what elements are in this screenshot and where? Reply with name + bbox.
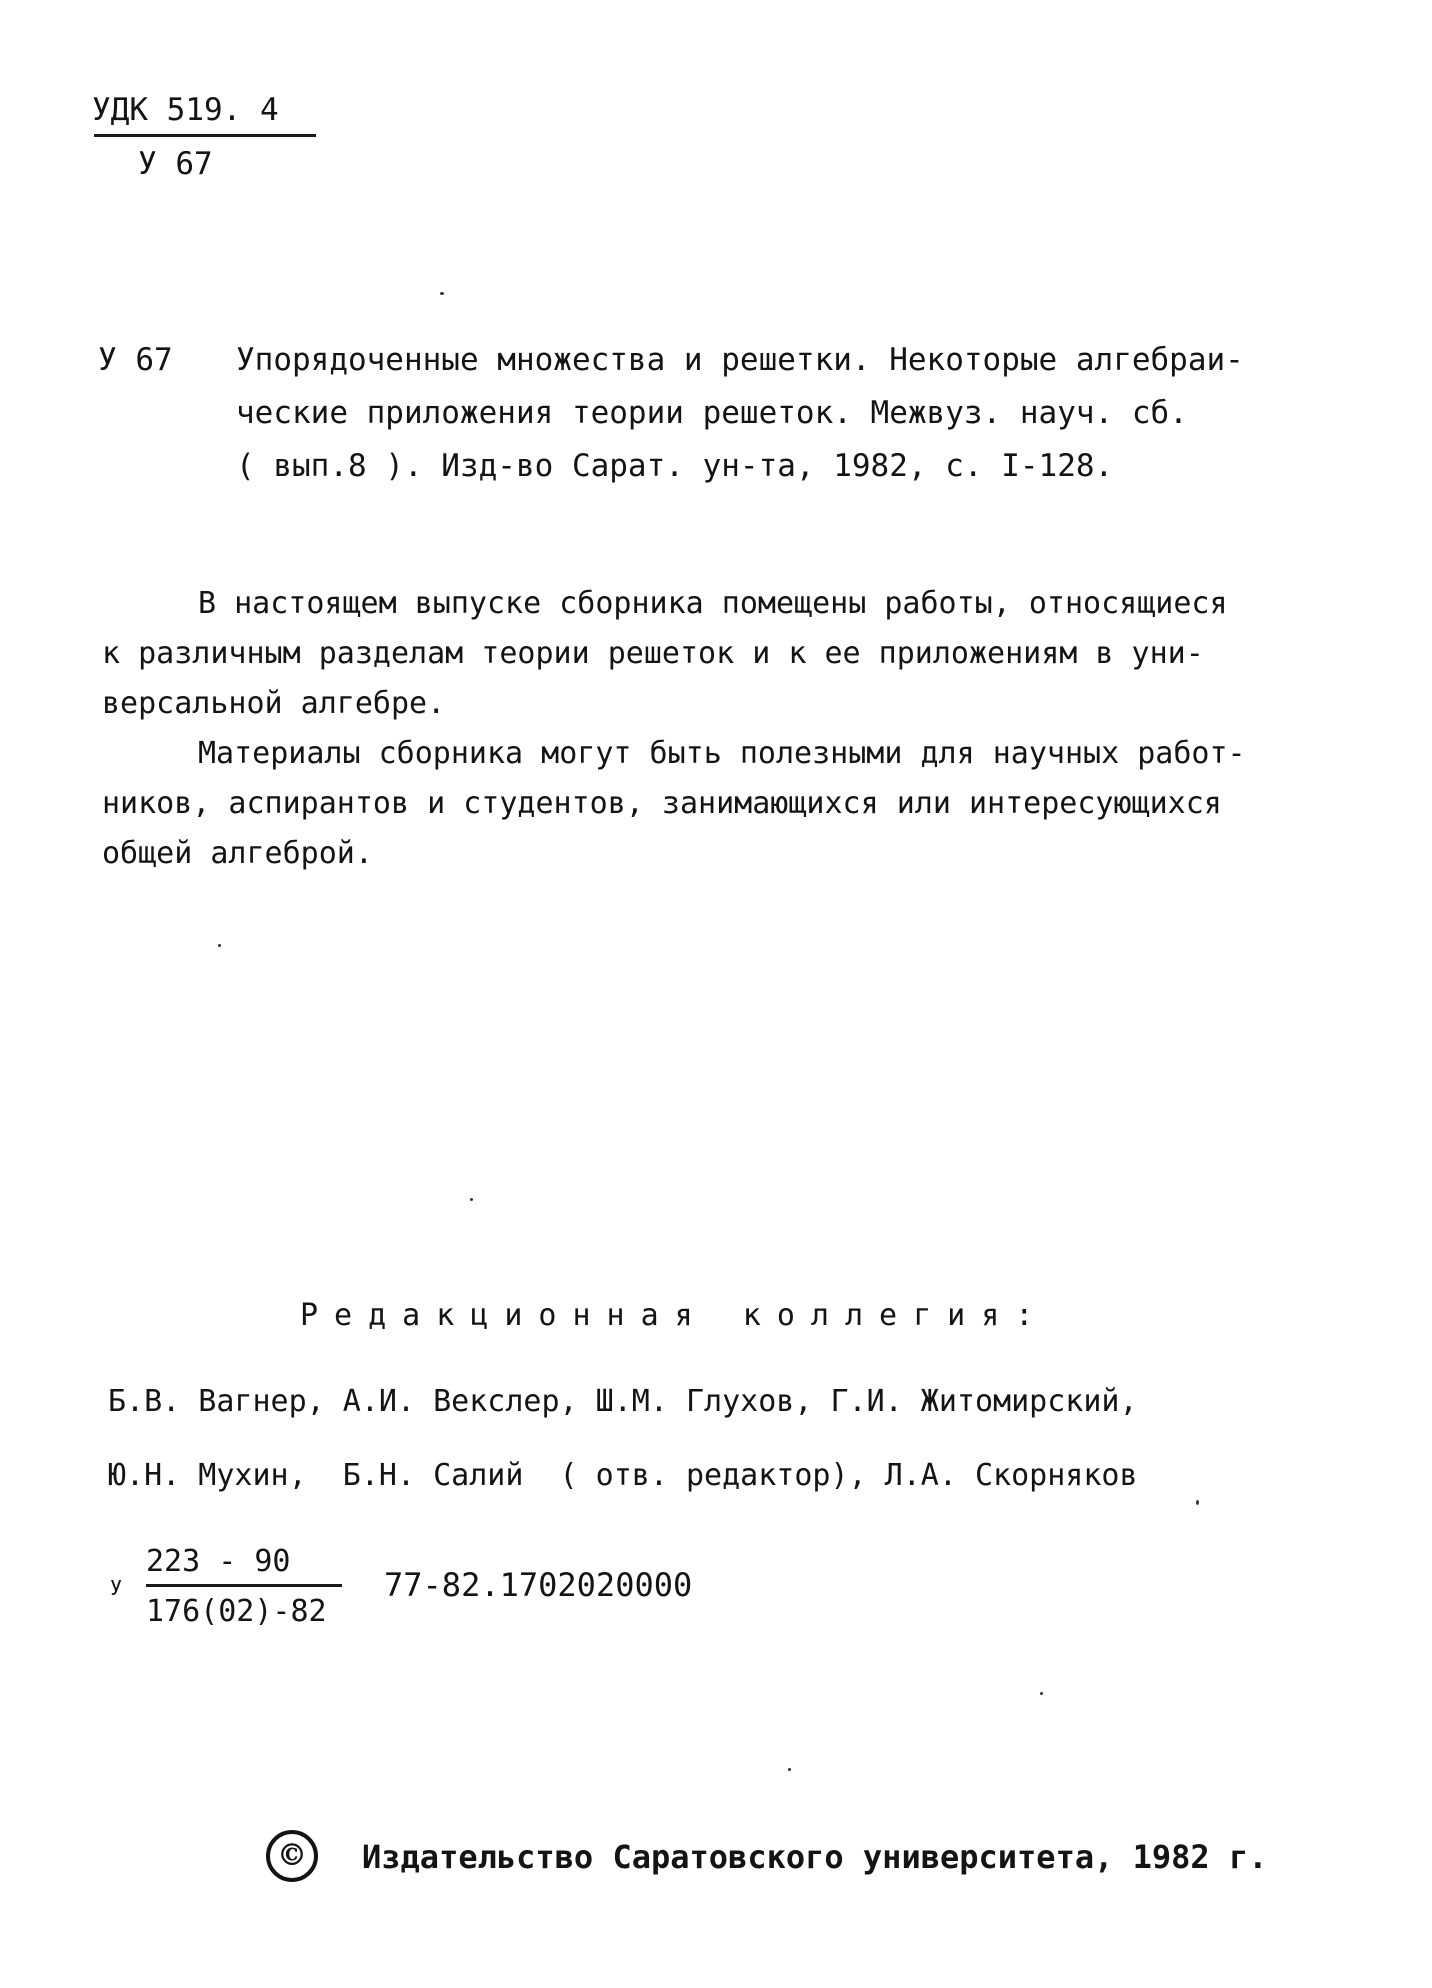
scan-speck (1040, 1692, 1043, 1695)
bibliography-line: ческие приложения теории решеток. Межвуз. науч. сб. (236, 395, 1188, 431)
udc-divider (94, 134, 316, 137)
scan-speck (788, 1768, 791, 1771)
abstract-line: В настоящем выпуске сборника помещены работы, относящиеся (198, 586, 1228, 621)
abstract-line: Материалы сборника могут быть полезными для научных работ- (198, 736, 1246, 771)
classification-code: 77-82.1702020000 (384, 1566, 693, 1604)
copyright-text: Издательство Саратовского университета, 1982 г. (362, 1838, 1268, 1876)
classification-denominator: 176(02)-82 (146, 1594, 327, 1629)
editorial-board-members: Б.В. Вагнер, А.И. Векслер, Ш.М. Глухов, Г.И. Житомирский, (108, 1384, 1138, 1419)
udc-code: УДК 519. 4 (92, 92, 279, 128)
classification-numerator: 223 - 90 (146, 1544, 291, 1579)
scan-speck (1196, 1500, 1199, 1505)
abstract-line: версальной алгебре. (102, 686, 446, 721)
bibliography-line: Упорядоченные множества и решетки. Некоторые алгебраи- (236, 342, 1244, 378)
fraction-bar (146, 1584, 342, 1587)
abstract-line: к различным разделам теории решеток и к ее приложениям в уни- (102, 636, 1204, 671)
udc-author-mark: У 67 (138, 146, 213, 182)
editorial-board-members: Ю.Н. Мухин, Б.Н. Салий ( отв. редактор), Л.А. Скорняков (108, 1458, 1138, 1493)
editorial-board-heading: Редакционная коллегия: (300, 1298, 1050, 1333)
copyright-symbol: © (277, 1838, 307, 1873)
abstract-line: общей алгеброй. (102, 836, 373, 871)
scan-speck (440, 292, 444, 295)
classification-mark: У (110, 1576, 123, 1600)
bibliography-code: У 67 (98, 342, 173, 378)
abstract-line: ников, аспирантов и студентов, занимающихся или интересующихся (102, 786, 1222, 821)
scan-speck (218, 944, 221, 947)
bibliography-line: ( вып.8 ). Изд-во Сарат. ун-та, 1982, с. I-128. (236, 448, 1114, 484)
copyright-icon (266, 1830, 318, 1882)
scan-speck (470, 1198, 473, 1201)
